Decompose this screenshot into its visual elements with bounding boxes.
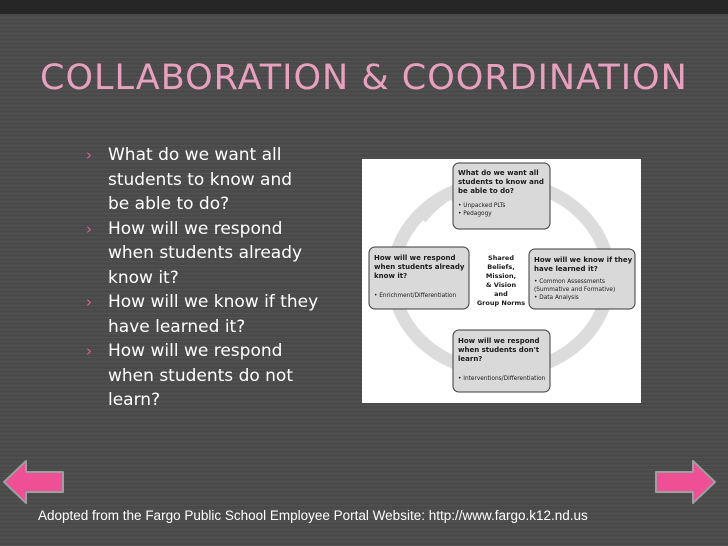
arrow-right-icon	[653, 458, 717, 506]
top-bar	[0, 0, 728, 14]
box-left	[369, 247, 469, 309]
bullet-item	[84, 339, 354, 413]
center-line: Beliefs,	[487, 263, 515, 271]
bullet-item	[84, 217, 354, 291]
bullet-line: What do we want all	[108, 145, 282, 165]
center-line: & Vision	[485, 281, 517, 289]
box-title-line: learn?	[458, 355, 483, 363]
box-note: • Data Analysis	[534, 295, 579, 301]
bullet-item	[84, 290, 354, 339]
box-right	[529, 249, 635, 309]
box-title-line: students to know and	[458, 178, 544, 186]
bullet-marker-icon: ›	[86, 293, 92, 311]
center-line: and	[494, 290, 508, 298]
cycle-diagram-svg	[362, 159, 641, 403]
center-line: Group Norms	[476, 299, 526, 307]
box-title-line: be able to do?	[458, 187, 514, 195]
slide-title: COLLABORATION & COORDINATION	[40, 58, 688, 98]
bullet-list	[84, 143, 354, 413]
bullet-marker-icon: ›	[86, 219, 92, 238]
bullet-line: learn?	[108, 390, 161, 410]
box-title-line: How will we respond	[458, 337, 540, 345]
box-note: • Common Assessments	[534, 279, 606, 285]
box-note: • Interventions/Differentiation	[458, 376, 546, 382]
box-title-line: How will we respond	[374, 254, 456, 262]
bullet-line: How will we respond	[108, 218, 283, 239]
bullet-line: How will we respond	[108, 341, 283, 361]
next-slide-button[interactable]	[653, 458, 717, 506]
bullet-line: when students do not	[108, 365, 293, 386]
box-title-line: when students don't	[458, 346, 540, 354]
box-title-line: How will we know if they	[534, 256, 633, 264]
box-title-line: What do we want all	[458, 169, 539, 177]
bullet-line: know it?	[108, 267, 179, 288]
previous-slide-button[interactable]	[2, 458, 66, 506]
bullet-line: students to know and	[108, 169, 293, 190]
box-top	[453, 163, 550, 229]
bullet-line: have learned it?	[108, 316, 246, 337]
bullet-marker-icon: ›	[86, 146, 92, 164]
source-credit: Adopted from the Fargo Public School Employee Portal Website: http://www.fargo.k12.nd.us	[38, 508, 588, 523]
plc-cycle-diagram	[362, 159, 641, 403]
center-line: Shared	[488, 254, 514, 262]
box-title-line: have learned it?	[534, 265, 598, 273]
bullet-line: How will we know if they	[108, 292, 319, 312]
center-label	[477, 254, 525, 307]
box-note: • Unpacked PLTs	[458, 203, 506, 209]
box-title-line: know it?	[374, 272, 408, 280]
center-line: Mission,	[485, 272, 517, 280]
bullet-line: when students already	[108, 243, 303, 263]
arrow-left-icon	[2, 458, 66, 506]
box-note: • Enrichment/Differentiation	[374, 293, 457, 299]
bullet-item	[84, 143, 354, 217]
bullet-marker-icon: ›	[86, 342, 92, 360]
box-title-line: when students already	[374, 263, 465, 271]
bullet-line: be able to do?	[108, 194, 230, 214]
box-note: (Summative and Formative)	[534, 287, 616, 293]
box-note: • Pedagogy	[458, 211, 492, 217]
box-bottom	[453, 330, 550, 392]
